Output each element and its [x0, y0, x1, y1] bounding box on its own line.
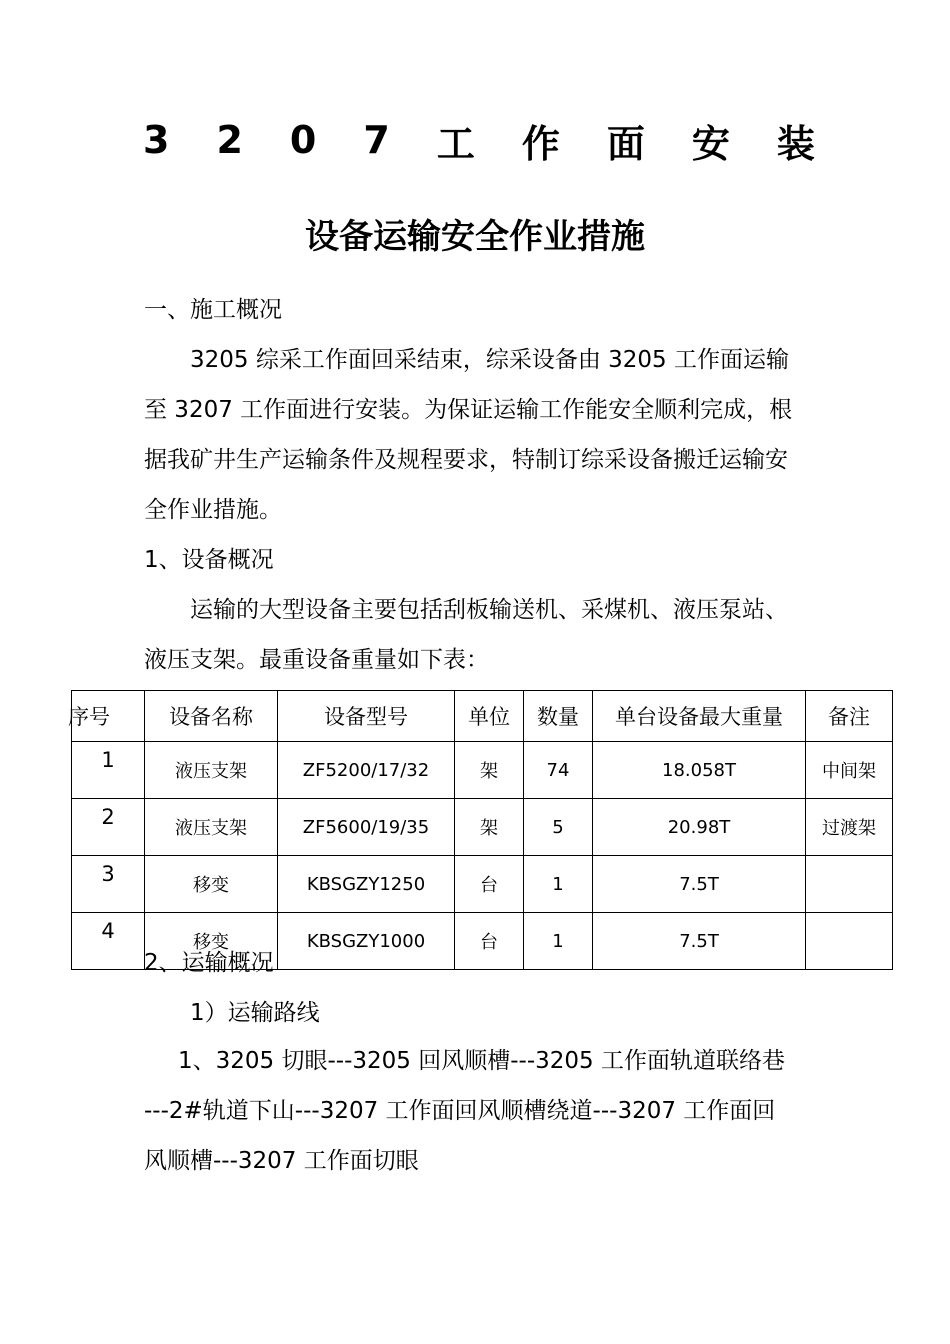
subsection-heading: 1）运输路线 — [190, 1000, 320, 1026]
title-char: 作 — [521, 121, 560, 166]
paragraph-line: 风顺槽---3207 工作面切眼 — [144, 1148, 419, 1174]
paragraph-line: 液压支架。最重设备重量如下表： — [144, 647, 489, 673]
table-row — [72, 799, 893, 856]
table-cell: 1 — [524, 913, 593, 970]
title-char: 3 — [143, 118, 170, 162]
table-cell: 1 — [524, 856, 593, 913]
paragraph-line: 据我矿井生产运输条件及规程要求，特制订综采设备搬迁运输安 — [144, 447, 788, 473]
table-cell: 中间架 — [806, 742, 893, 799]
table-cell: 台 — [455, 913, 524, 970]
paragraph-line: ---2#轨道下山---3207 工作面回风顺槽绕道---3207 工作面回 — [144, 1098, 776, 1124]
subsection-heading: 1、设备概况 — [144, 547, 274, 573]
table-cell: 2 — [72, 799, 145, 856]
table-cell: 7.5T — [593, 856, 806, 913]
title-char: 7 — [363, 118, 390, 162]
table-header-cell: 序号 — [72, 691, 145, 742]
table-header-cell: 单位 — [455, 691, 524, 742]
table-cell: KBSGZY1000 — [278, 913, 455, 970]
table-cell: 架 — [455, 742, 524, 799]
table-cell: 移变 — [145, 856, 278, 913]
table-cell: 液压支架 — [145, 742, 278, 799]
paragraph-line: 1、3205 切眼---3205 回风顺槽---3205 工作面轨道联络巷 — [178, 1048, 785, 1074]
title-char: 装 — [776, 121, 815, 166]
table-cell: 74 — [524, 742, 593, 799]
title-char: 0 — [289, 118, 317, 162]
table-header-cell: 数量 — [524, 691, 593, 742]
table-header-cell: 设备型号 — [278, 691, 455, 742]
title-char: 工 — [436, 121, 475, 166]
title-line-1 — [143, 112, 815, 168]
table-cell: 20.98T — [593, 799, 806, 856]
table-cell: 18.058T — [593, 742, 806, 799]
table-header-cell: 备注 — [806, 691, 893, 742]
paragraph-line: 全作业措施。 — [144, 497, 282, 523]
table-cell: 1 — [72, 742, 145, 799]
table-cell: KBSGZY1250 — [278, 856, 455, 913]
equipment-table — [68, 690, 893, 970]
table-header-cell: 单台设备最大重量 — [593, 691, 806, 742]
table-cell — [806, 856, 893, 913]
paragraph-line: 运输的大型设备主要包括刮板输送机、采煤机、液压泵站、 — [190, 597, 788, 623]
table-cell: 移变 — [145, 913, 278, 970]
paragraph-line: 3205 综采工作面回采结束，综采设备由 3205 工作面运输 — [190, 347, 789, 373]
title-char: 面 — [606, 121, 645, 166]
section-heading: 一、施工概况 — [144, 297, 282, 323]
table-cell: 架 — [455, 799, 524, 856]
subsection-heading: 2、运输概况 — [144, 950, 274, 976]
paragraph-line: 至 3207 工作面进行安装。为保证运输工作能安全顺利完成，根 — [144, 397, 793, 423]
table-cell: 液压支架 — [145, 799, 278, 856]
title-char: 安 — [691, 121, 730, 166]
table-header-row — [72, 691, 893, 742]
table-cell: 3 — [72, 856, 145, 913]
table-row — [72, 742, 893, 799]
table-cell: 4 — [72, 913, 145, 970]
table-row — [72, 856, 893, 913]
table-cell: ZF5600/19/35 — [278, 799, 455, 856]
table-cell: 5 — [524, 799, 593, 856]
table-cell: 台 — [455, 856, 524, 913]
table-cell: 7.5T — [593, 913, 806, 970]
table-cell — [806, 913, 893, 970]
table-cell: 过渡架 — [806, 799, 893, 856]
table-header-cell: 设备名称 — [145, 691, 278, 742]
title-char: 2 — [216, 118, 243, 162]
table-cell: ZF5200/17/32 — [278, 742, 455, 799]
title-line-2: 设备运输安全作业措施 — [305, 217, 645, 257]
